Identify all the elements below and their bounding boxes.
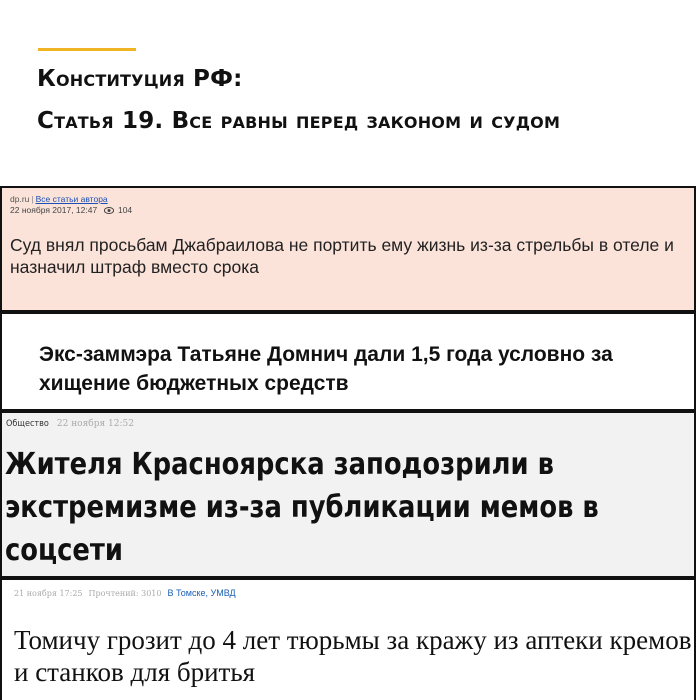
card2-headline[interactable]: Экс-заммэра Татьяне Домнич дали 1,5 года условно за хищение бюджетных средств (39, 343, 613, 395)
card3-category[interactable]: Общество (6, 419, 49, 429)
card1-date: 22 ноября 2017, 12:47 (10, 205, 98, 215)
news-card-2 (0, 312, 696, 411)
header-title-line1: Конституция РФ: (37, 66, 243, 92)
card4-views: Прочтений: 3010 (88, 589, 162, 598)
header-accent-line (38, 48, 136, 51)
news-card-3 (0, 411, 696, 578)
card3-date: 22 ноября 12:52 (56, 419, 134, 429)
card1-views: 104 (117, 205, 133, 215)
card4-meta (14, 588, 236, 598)
card4-date: 21 ноября 17:25 (14, 589, 83, 598)
card1-author-link[interactable]: Все статьи автора (35, 194, 108, 204)
card1-meta: dp.ru | Все статьи автора 22 ноября 2017, 12:47 104 (10, 194, 133, 215)
eye-icon (104, 206, 114, 217)
card4-headline[interactable]: Томичу грозит до 4 лет тюрьмы за кражу из аптеки кремов и станков для бритья (14, 625, 692, 687)
news-card-1 (0, 186, 696, 312)
card3-headline[interactable]: Жителя Красноярска заподозрили в экстремизме из-за публикации мемов в соцсети (5, 447, 599, 568)
card1-source[interactable]: dp.ru (10, 194, 30, 204)
header-title-line2: Статья 19. Все равны перед законом и судом (37, 108, 561, 134)
card3-meta (6, 419, 134, 429)
card1-headline[interactable]: Суд внял просьбам Джабраилова не портить ему жизнь из-за стрельбы в отеле и назначил штраф вместо срока (10, 235, 674, 277)
news-card-4 (0, 578, 696, 700)
card4-tags[interactable]: В Томске, УМВД (167, 588, 236, 598)
